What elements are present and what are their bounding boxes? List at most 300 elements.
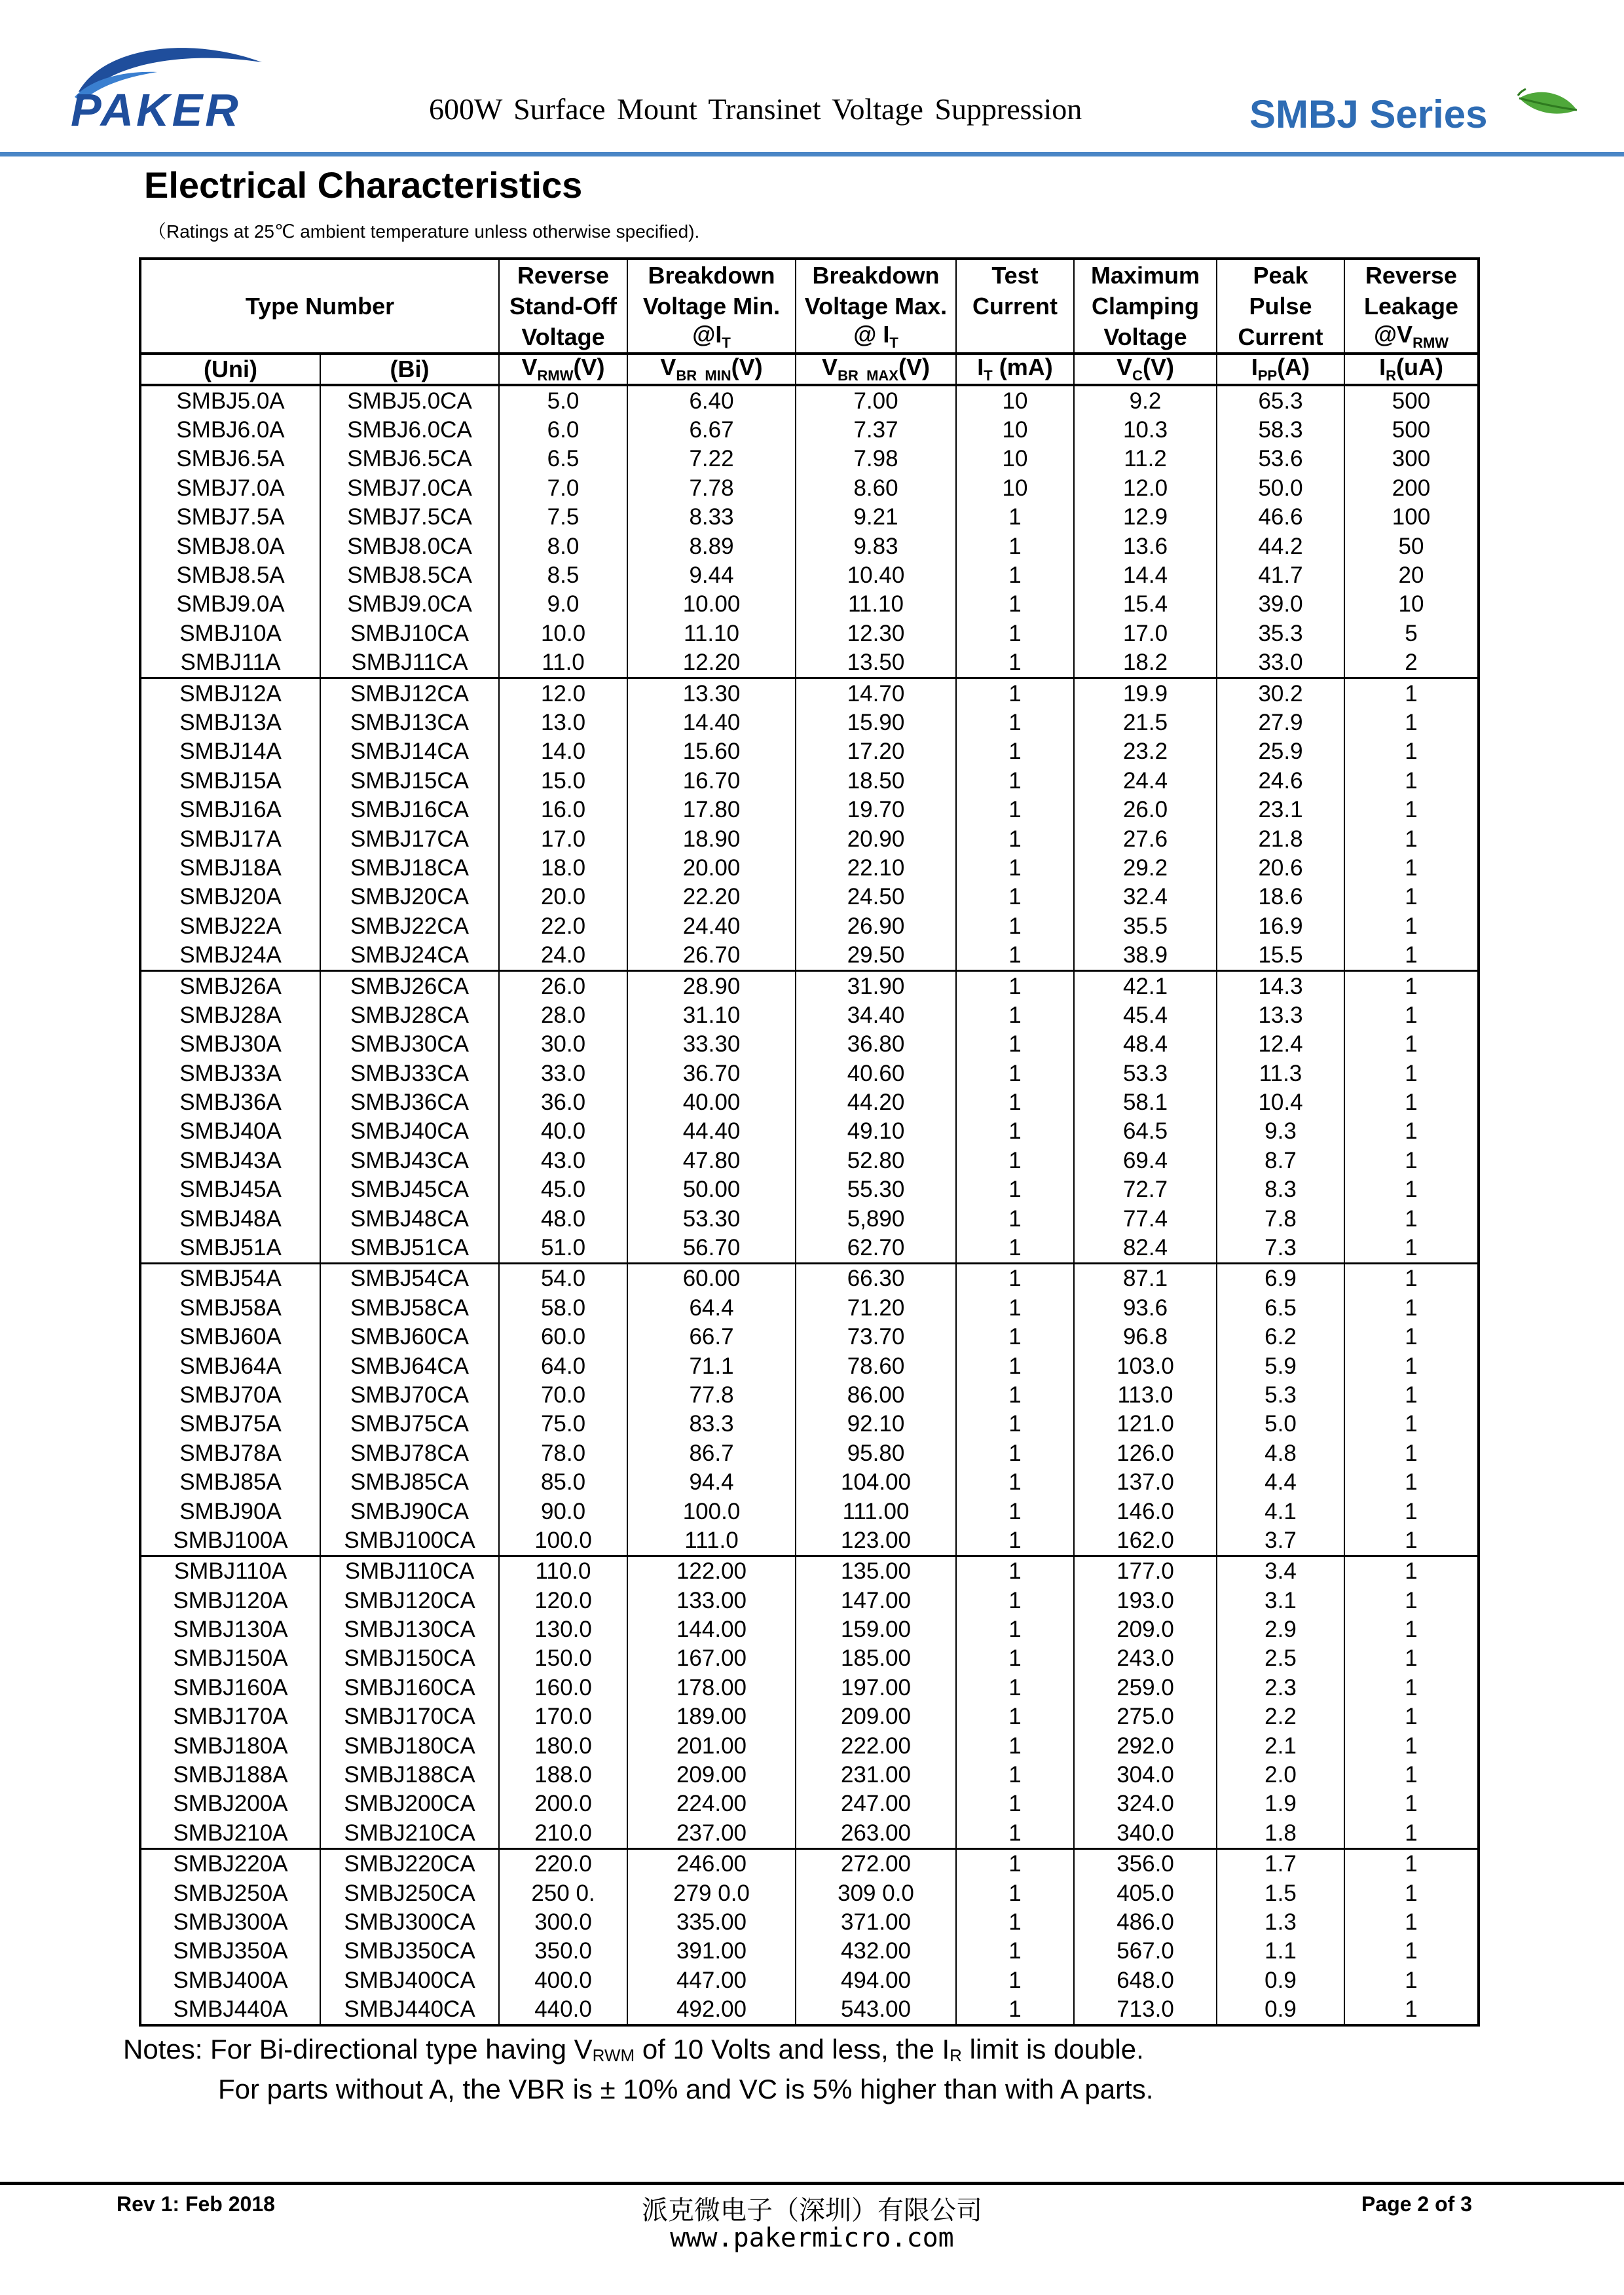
cell-bi: SMBJ51CA — [320, 1233, 499, 1263]
cell-uni: SMBJ150A — [140, 1644, 320, 1673]
cell-clamping-voltage: 14.4 — [1074, 560, 1217, 589]
cell-peak-current: 4.1 — [1217, 1497, 1344, 1526]
cell-bi: SMBJ6.0CA — [320, 415, 499, 444]
cell-reverse-leakage: 1 — [1344, 766, 1479, 795]
table-row — [140, 385, 1479, 415]
header-rule — [0, 152, 1624, 156]
cell-vbr-min: 13.30 — [627, 678, 796, 708]
cell-uni: SMBJ45A — [140, 1175, 320, 1204]
header-bdmin-l3: $@I_T$ — [627, 321, 796, 354]
cell-reverse-leakage: 1 — [1344, 1966, 1479, 1994]
cell-vbr-max: 135.00 — [796, 1556, 956, 1586]
cell-vbr-min: 56.70 — [627, 1233, 796, 1263]
cell-clamping-voltage: 113.0 — [1074, 1380, 1217, 1409]
cell-vrwm: 22.0 — [499, 911, 627, 940]
electrical-characteristics-table — [139, 257, 1480, 2027]
cell-clamping-voltage: 121.0 — [1074, 1410, 1217, 1439]
section-title: Electrical Characteristics — [144, 164, 583, 206]
cell-clamping-voltage: 64.5 — [1074, 1117, 1217, 1146]
cell-peak-current: 8.3 — [1217, 1175, 1344, 1204]
cell-peak-current: 24.6 — [1217, 766, 1344, 795]
cell-uni: SMBJ75A — [140, 1410, 320, 1439]
cell-clamping-voltage: 23.2 — [1074, 737, 1217, 766]
cell-bi: SMBJ15CA — [320, 766, 499, 795]
cell-uni: SMBJ170A — [140, 1702, 320, 1731]
cell-peak-current: 15.5 — [1217, 940, 1344, 970]
cell-vrwm: 180.0 — [499, 1731, 627, 1760]
table-row — [140, 415, 1479, 444]
cell-test-current: 1 — [956, 883, 1074, 911]
cell-test-current: 1 — [956, 1323, 1074, 1351]
cell-peak-current: 50.0 — [1217, 473, 1344, 502]
cell-reverse-leakage: 1 — [1344, 1410, 1479, 1439]
cell-peak-current: 41.7 — [1217, 560, 1344, 589]
cell-uni: SMBJ24A — [140, 940, 320, 970]
cell-vbr-min: 122.00 — [627, 1556, 796, 1586]
cell-reverse-leakage: 1 — [1344, 1263, 1479, 1293]
cell-vbr-max: 52.80 — [796, 1146, 956, 1175]
cell-vbr-max: 9.21 — [796, 503, 956, 532]
cell-clamping-voltage: 340.0 — [1074, 1818, 1217, 1848]
unit-ir: $I_R(uA)$ — [1344, 354, 1479, 385]
cell-vbr-max: 209.00 — [796, 1702, 956, 1731]
cell-bi: SMBJ16CA — [320, 795, 499, 824]
cell-reverse-leakage: 500 — [1344, 415, 1479, 444]
cell-peak-current: 2.5 — [1217, 1644, 1344, 1673]
cell-vbr-min: 86.7 — [627, 1439, 796, 1467]
cell-vbr-max: 22.10 — [796, 853, 956, 882]
cell-test-current: 1 — [956, 1410, 1074, 1439]
cell-peak-current: 6.2 — [1217, 1323, 1344, 1351]
cell-peak-current: 7.3 — [1217, 1233, 1344, 1263]
cell-bi: SMBJ160CA — [320, 1673, 499, 1702]
cell-vbr-min: 50.00 — [627, 1175, 796, 1204]
cell-clamping-voltage: 38.9 — [1074, 940, 1217, 970]
cell-vbr-min: 492.00 — [627, 1994, 796, 2025]
table-row — [140, 445, 1479, 473]
cell-clamping-voltage: 103.0 — [1074, 1351, 1217, 1380]
cell-reverse-leakage: 1 — [1344, 1702, 1479, 1731]
table-row — [140, 737, 1479, 766]
cell-peak-current: 8.7 — [1217, 1146, 1344, 1175]
cell-vrwm: 16.0 — [499, 795, 627, 824]
cell-vbr-max: 26.90 — [796, 911, 956, 940]
cell-vbr-max: 8.60 — [796, 473, 956, 502]
cell-clamping-voltage: 405.0 — [1074, 1879, 1217, 1907]
cell-reverse-leakage: 1 — [1344, 737, 1479, 766]
cell-peak-current: 13.3 — [1217, 1001, 1344, 1029]
cell-vbr-max: 7.00 — [796, 385, 956, 415]
cell-vbr-min: 64.4 — [627, 1293, 796, 1322]
table-row — [140, 1937, 1479, 1966]
cell-peak-current: 3.7 — [1217, 1526, 1344, 1556]
cell-uni: SMBJ64A — [140, 1351, 320, 1380]
cell-reverse-leakage: 2 — [1344, 648, 1479, 678]
cell-vbr-min: 100.0 — [627, 1497, 796, 1526]
cell-test-current: 1 — [956, 1497, 1074, 1526]
cell-test-current: 1 — [956, 1088, 1074, 1116]
cell-reverse-leakage: 1 — [1344, 1467, 1479, 1496]
cell-vbr-min: 16.70 — [627, 766, 796, 795]
cell-test-current: 1 — [956, 1937, 1074, 1966]
cell-bi: SMBJ11CA — [320, 648, 499, 678]
cell-vrwm: 12.0 — [499, 678, 627, 708]
cell-vrwm: 51.0 — [499, 1233, 627, 1263]
cell-peak-current: 5.3 — [1217, 1380, 1344, 1409]
cell-reverse-leakage: 50 — [1344, 532, 1479, 560]
cell-test-current: 1 — [956, 1818, 1074, 1848]
cell-uni: SMBJ11A — [140, 648, 320, 678]
cell-bi: SMBJ6.5CA — [320, 445, 499, 473]
cell-uni: SMBJ54A — [140, 1263, 320, 1293]
cell-test-current: 1 — [956, 503, 1074, 532]
cell-clamping-voltage: 35.5 — [1074, 911, 1217, 940]
cell-vbr-min: 94.4 — [627, 1467, 796, 1496]
cell-reverse-leakage: 1 — [1344, 1146, 1479, 1175]
cell-reverse-leakage: 200 — [1344, 473, 1479, 502]
cell-test-current: 1 — [956, 1263, 1074, 1293]
cell-bi: SMBJ14CA — [320, 737, 499, 766]
cell-vrwm: 170.0 — [499, 1702, 627, 1731]
cell-reverse-leakage: 1 — [1344, 1059, 1479, 1088]
cell-clamping-voltage: 93.6 — [1074, 1293, 1217, 1322]
cell-clamping-voltage: 21.5 — [1074, 708, 1217, 737]
header-bdmax-l1: Breakdown — [796, 259, 956, 291]
cell-vbr-min: 11.10 — [627, 619, 796, 648]
cell-uni: SMBJ10A — [140, 619, 320, 648]
cell-peak-current: 16.9 — [1217, 911, 1344, 940]
cell-reverse-leakage: 1 — [1344, 1615, 1479, 1643]
cell-uni: SMBJ28A — [140, 1001, 320, 1029]
cell-vbr-max: 34.40 — [796, 1001, 956, 1029]
cell-vrwm: 30.0 — [499, 1030, 627, 1059]
cell-uni: SMBJ12A — [140, 678, 320, 708]
cell-uni: SMBJ300A — [140, 1907, 320, 1936]
ratings-note: （Ratings at 25℃ ambient temperature unless otherwise specified). — [148, 221, 700, 242]
cell-test-current: 1 — [956, 1526, 1074, 1556]
table-row — [140, 911, 1479, 940]
cell-vbr-max: 432.00 — [796, 1937, 956, 1966]
cell-clamping-voltage: 19.9 — [1074, 678, 1217, 708]
cell-vbr-max: 543.00 — [796, 1994, 956, 2025]
cell-reverse-leakage: 1 — [1344, 1380, 1479, 1409]
cell-peak-current: 0.9 — [1217, 1966, 1344, 1994]
cell-peak-current: 12.4 — [1217, 1030, 1344, 1059]
cell-vbr-min: 18.90 — [627, 824, 796, 853]
cell-uni: SMBJ16A — [140, 795, 320, 824]
cell-bi: SMBJ28CA — [320, 1001, 499, 1029]
cell-vrwm: 20.0 — [499, 883, 627, 911]
cell-reverse-leakage: 1 — [1344, 970, 1479, 1001]
unit-vbrmax: $V_{BR MAX}(V)$ — [796, 354, 956, 385]
cell-uni: SMBJ58A — [140, 1293, 320, 1322]
cell-uni: SMBJ40A — [140, 1117, 320, 1146]
cell-vbr-max: 7.37 — [796, 415, 956, 444]
cell-vbr-min: 7.78 — [627, 473, 796, 502]
table-row — [140, 1615, 1479, 1643]
cell-vrwm: 188.0 — [499, 1760, 627, 1789]
cell-vbr-max: 14.70 — [796, 678, 956, 708]
table-row — [140, 1410, 1479, 1439]
cell-uni: SMBJ20A — [140, 883, 320, 911]
cell-uni: SMBJ350A — [140, 1937, 320, 1966]
cell-vrwm: 200.0 — [499, 1790, 627, 1818]
header-leak-l3: $@V_{RMW}$ — [1344, 321, 1479, 354]
cell-vbr-min: 111.0 — [627, 1526, 796, 1556]
cell-bi: SMBJ188CA — [320, 1760, 499, 1789]
cell-clamping-voltage: 324.0 — [1074, 1790, 1217, 1818]
cell-bi: SMBJ36CA — [320, 1088, 499, 1116]
cell-vbr-max: 222.00 — [796, 1731, 956, 1760]
cell-test-current: 1 — [956, 1351, 1074, 1380]
cell-bi: SMBJ64CA — [320, 1351, 499, 1380]
cell-test-current: 1 — [956, 795, 1074, 824]
cell-bi: SMBJ70CA — [320, 1380, 499, 1409]
cell-reverse-leakage: 1 — [1344, 853, 1479, 882]
table-row — [140, 678, 1479, 708]
cell-peak-current: 2.3 — [1217, 1673, 1344, 1702]
cell-vbr-min: 335.00 — [627, 1907, 796, 1936]
table-row — [140, 970, 1479, 1001]
cell-bi: SMBJ400CA — [320, 1966, 499, 1994]
cell-test-current: 1 — [956, 1380, 1074, 1409]
cell-reverse-leakage: 1 — [1344, 824, 1479, 853]
cell-peak-current: 4.8 — [1217, 1439, 1344, 1467]
cell-vbr-min: 133.00 — [627, 1586, 796, 1615]
cell-clamping-voltage: 304.0 — [1074, 1760, 1217, 1789]
cell-test-current: 1 — [956, 1059, 1074, 1088]
cell-reverse-leakage: 1 — [1344, 1204, 1479, 1233]
cell-test-current: 1 — [956, 590, 1074, 619]
header-test-l1: Test — [956, 259, 1074, 291]
cell-vrwm: 300.0 — [499, 1907, 627, 1936]
cell-clamping-voltage: 193.0 — [1074, 1586, 1217, 1615]
cell-bi: SMBJ58CA — [320, 1293, 499, 1322]
cell-vbr-min: 6.40 — [627, 385, 796, 415]
cell-reverse-leakage: 1 — [1344, 1790, 1479, 1818]
company-name: 派克微电子（深圳）有限公司 — [642, 2196, 982, 2225]
cell-bi: SMBJ22CA — [320, 911, 499, 940]
cell-uni: SMBJ78A — [140, 1439, 320, 1467]
table-row — [140, 1556, 1479, 1586]
cell-vbr-min: 279 0.0 — [627, 1879, 796, 1907]
table-row — [140, 1526, 1479, 1556]
notes-line-1: Notes: For Bi-directional type having $V_{RWM}$ of 10 Volts and less, the $I_R$ limit is double. — [123, 2034, 1144, 2065]
cell-reverse-leakage: 1 — [1344, 1088, 1479, 1116]
cell-reverse-leakage: 1 — [1344, 1175, 1479, 1204]
cell-reverse-leakage: 5 — [1344, 619, 1479, 648]
cell-peak-current: 5.0 — [1217, 1410, 1344, 1439]
cell-reverse-leakage: 1 — [1344, 1351, 1479, 1380]
cell-peak-current: 58.3 — [1217, 415, 1344, 444]
cell-bi: SMBJ9.0CA — [320, 590, 499, 619]
cell-reverse-leakage: 1 — [1344, 708, 1479, 737]
header-reverse-l2: Stand-Off — [499, 291, 627, 321]
table-row — [140, 1439, 1479, 1467]
cell-reverse-leakage: 1 — [1344, 795, 1479, 824]
cell-test-current: 1 — [956, 708, 1074, 737]
cell-bi: SMBJ350CA — [320, 1937, 499, 1966]
header-bdmin-l1: Breakdown — [627, 259, 796, 291]
cell-clamping-voltage: 275.0 — [1074, 1702, 1217, 1731]
cell-peak-current: 30.2 — [1217, 678, 1344, 708]
cell-reverse-leakage: 1 — [1344, 1994, 1479, 2025]
cell-vbr-min: 22.20 — [627, 883, 796, 911]
cell-clamping-voltage: 29.2 — [1074, 853, 1217, 882]
cell-vbr-max: 92.10 — [796, 1410, 956, 1439]
cell-bi: SMBJ45CA — [320, 1175, 499, 1204]
cell-reverse-leakage: 1 — [1344, 1233, 1479, 1263]
header-bdmax-l2: Voltage Max. — [796, 291, 956, 321]
cell-vbr-max: 44.20 — [796, 1088, 956, 1116]
cell-clamping-voltage: 48.4 — [1074, 1030, 1217, 1059]
cell-vrwm: 350.0 — [499, 1937, 627, 1966]
header-bdmin-l2: Voltage Min. — [627, 291, 796, 321]
cell-vbr-min: 201.00 — [627, 1731, 796, 1760]
cell-bi: SMBJ33CA — [320, 1059, 499, 1088]
cell-clamping-voltage: 82.4 — [1074, 1233, 1217, 1263]
cell-bi: SMBJ180CA — [320, 1731, 499, 1760]
cell-clamping-voltage: 12.9 — [1074, 503, 1217, 532]
table-row — [140, 940, 1479, 970]
cell-uni: SMBJ8.5A — [140, 560, 320, 589]
header-type-number: Type Number — [140, 259, 499, 354]
cell-vrwm: 18.0 — [499, 853, 627, 882]
cell-vrwm: 110.0 — [499, 1556, 627, 1586]
cell-vrwm: 13.0 — [499, 708, 627, 737]
cell-vbr-max: 95.80 — [796, 1439, 956, 1467]
cell-peak-current: 23.1 — [1217, 795, 1344, 824]
table-row — [140, 1467, 1479, 1496]
cell-vbr-min: 246.00 — [627, 1848, 796, 1879]
cell-test-current: 1 — [956, 1001, 1074, 1029]
cell-uni: SMBJ5.0A — [140, 385, 320, 415]
cell-vrwm: 48.0 — [499, 1204, 627, 1233]
cell-vrwm: 150.0 — [499, 1644, 627, 1673]
cell-vbr-max: 185.00 — [796, 1644, 956, 1673]
table-row — [140, 1059, 1479, 1088]
cell-clamping-voltage: 13.6 — [1074, 532, 1217, 560]
cell-uni: SMBJ100A — [140, 1526, 320, 1556]
cell-clamping-voltage: 146.0 — [1074, 1497, 1217, 1526]
cell-uni: SMBJ130A — [140, 1615, 320, 1643]
cell-bi: SMBJ78CA — [320, 1439, 499, 1467]
unit-vbrmin: $V_{BR MIN}(V)$ — [627, 354, 796, 385]
cell-reverse-leakage: 300 — [1344, 445, 1479, 473]
series-title: SMBJ Series — [1249, 92, 1488, 136]
header-reverse-l1: Reverse — [499, 259, 627, 291]
cell-bi: SMBJ48CA — [320, 1204, 499, 1233]
cell-uni: SMBJ17A — [140, 824, 320, 853]
header-clamp-l3: Voltage — [1074, 321, 1217, 354]
cell-bi: SMBJ200CA — [320, 1790, 499, 1818]
cell-vbr-max: 36.80 — [796, 1030, 956, 1059]
cell-test-current: 1 — [956, 532, 1074, 560]
cell-reverse-leakage: 1 — [1344, 1439, 1479, 1467]
cell-test-current: 1 — [956, 1030, 1074, 1059]
table-row — [140, 532, 1479, 560]
cell-vrwm: 100.0 — [499, 1526, 627, 1556]
cell-reverse-leakage: 1 — [1344, 1731, 1479, 1760]
cell-clamping-voltage: 45.4 — [1074, 1001, 1217, 1029]
cell-vrwm: 90.0 — [499, 1497, 627, 1526]
cell-vrwm: 28.0 — [499, 1001, 627, 1029]
cell-test-current: 1 — [956, 766, 1074, 795]
cell-vrwm: 85.0 — [499, 1467, 627, 1496]
cell-test-current: 1 — [956, 1467, 1074, 1496]
cell-vbr-max: 12.30 — [796, 619, 956, 648]
cell-clamping-voltage: 32.4 — [1074, 883, 1217, 911]
table-row — [140, 1146, 1479, 1175]
cell-vrwm: 220.0 — [499, 1848, 627, 1879]
cell-test-current: 1 — [956, 1907, 1074, 1936]
cell-vrwm: 15.0 — [499, 766, 627, 795]
cell-test-current: 1 — [956, 853, 1074, 882]
cell-test-current: 1 — [956, 1731, 1074, 1760]
cell-vrwm: 440.0 — [499, 1994, 627, 2025]
table-row — [140, 1233, 1479, 1263]
cell-vbr-min: 167.00 — [627, 1644, 796, 1673]
cell-vbr-max: 20.90 — [796, 824, 956, 853]
cell-test-current: 1 — [956, 1879, 1074, 1907]
cell-vbr-min: 33.30 — [627, 1030, 796, 1059]
cell-vbr-max: 263.00 — [796, 1818, 956, 1848]
document-title: 600W Surface Mount Transinet Voltage Suppression — [429, 92, 1082, 126]
cell-vbr-max: 309 0.0 — [796, 1879, 956, 1907]
cell-bi: SMBJ30CA — [320, 1030, 499, 1059]
cell-vbr-max: 19.70 — [796, 795, 956, 824]
cell-test-current: 1 — [956, 1204, 1074, 1233]
cell-bi: SMBJ85CA — [320, 1467, 499, 1496]
cell-vbr-max: 86.00 — [796, 1380, 956, 1409]
website-link[interactable]: www.pakermicro.com — [670, 2223, 954, 2253]
cell-peak-current: 2.2 — [1217, 1702, 1344, 1731]
table-row — [140, 1673, 1479, 1702]
cell-test-current: 1 — [956, 1175, 1074, 1204]
cell-vbr-min: 47.80 — [627, 1146, 796, 1175]
cell-vrwm: 6.0 — [499, 415, 627, 444]
cell-uni: SMBJ13A — [140, 708, 320, 737]
cell-test-current: 1 — [956, 824, 1074, 853]
cell-clamping-voltage: 58.1 — [1074, 1088, 1217, 1116]
cell-clamping-voltage: 96.8 — [1074, 1323, 1217, 1351]
cell-reverse-leakage: 1 — [1344, 1760, 1479, 1789]
cell-bi: SMBJ100CA — [320, 1526, 499, 1556]
cell-reverse-leakage: 100 — [1344, 503, 1479, 532]
cell-test-current: 1 — [956, 1293, 1074, 1322]
cell-uni: SMBJ85A — [140, 1467, 320, 1496]
cell-vrwm: 70.0 — [499, 1380, 627, 1409]
cell-bi: SMBJ220CA — [320, 1848, 499, 1879]
cell-vrwm: 10.0 — [499, 619, 627, 648]
cell-test-current: 1 — [956, 940, 1074, 970]
cell-clamping-voltage: 259.0 — [1074, 1673, 1217, 1702]
cell-test-current: 1 — [956, 1790, 1074, 1818]
cell-reverse-leakage: 500 — [1344, 385, 1479, 415]
cell-vbr-max: 9.83 — [796, 532, 956, 560]
cell-peak-current: 1.7 — [1217, 1848, 1344, 1879]
cell-vrwm: 78.0 — [499, 1439, 627, 1467]
cell-clamping-voltage: 713.0 — [1074, 1994, 1217, 2025]
cell-vrwm: 36.0 — [499, 1088, 627, 1116]
cell-test-current: 1 — [956, 1760, 1074, 1789]
cell-clamping-voltage: 87.1 — [1074, 1263, 1217, 1293]
cell-vbr-max: 78.60 — [796, 1351, 956, 1380]
cell-vbr-max: 5,890 — [796, 1204, 956, 1233]
cell-bi: SMBJ12CA — [320, 678, 499, 708]
cell-peak-current: 6.9 — [1217, 1263, 1344, 1293]
cell-reverse-leakage: 1 — [1344, 1907, 1479, 1936]
